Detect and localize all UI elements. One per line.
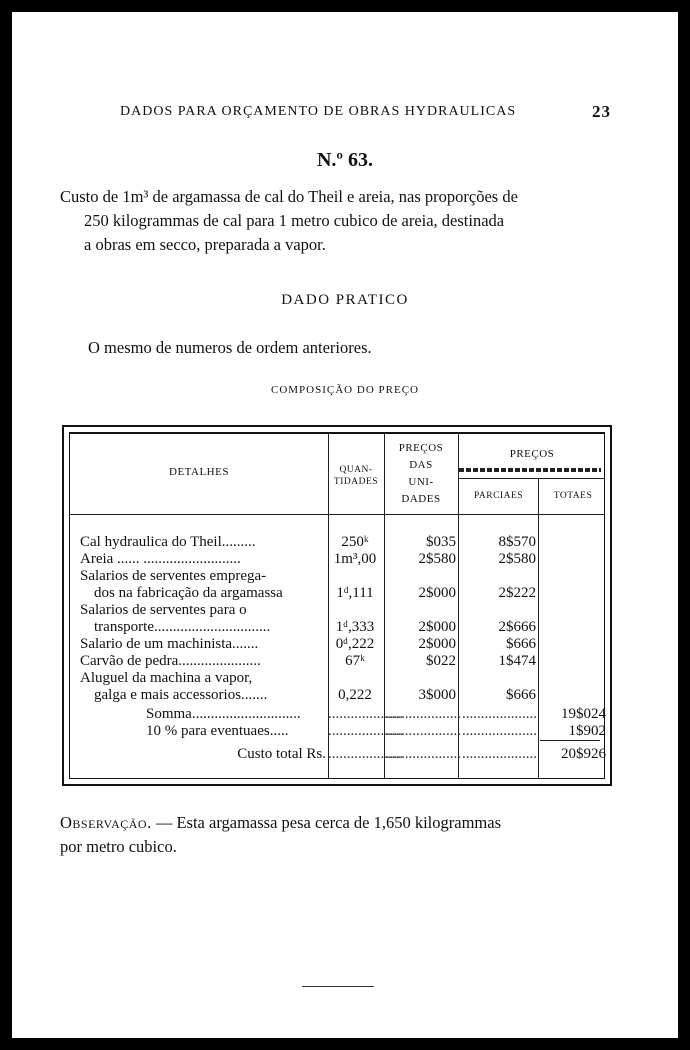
header-unit-3: UNI- [408, 476, 434, 488]
running-title: DADOS PARA ORÇAMENTO DE OBRAS HYDRAULICAS [120, 104, 517, 119]
dot-filler: .................... [386, 746, 461, 762]
summary-row [70, 746, 610, 763]
document-page [12, 12, 678, 1038]
row-description: Salario de um machinista....... [80, 636, 259, 652]
dot-filler: .................... [462, 706, 537, 722]
row-quantity: 250ᵏ [341, 534, 369, 550]
row-quantity: 1m³,00 [333, 551, 377, 567]
summary-row [70, 723, 610, 740]
row-unit-price: 2$580 [418, 551, 456, 567]
row-unit-price: 2$000 [418, 619, 456, 635]
row-quantity: 0,222 [338, 687, 372, 703]
header-unit-2: DAS [409, 459, 433, 471]
summary-total: 1$902 [568, 723, 606, 739]
intro-paragraph [60, 185, 620, 257]
summary-description: 10 % para eventuaes..... [146, 723, 289, 739]
dot-filler: .................... [328, 706, 403, 722]
header-totals: TOTAES [553, 491, 593, 501]
observation-text-1: — Esta argamassa pesa cerca de 1,650 kilogrammas [151, 813, 501, 832]
header-partial: PARCIAES [473, 491, 524, 501]
row-unit-price: 2$000 [418, 636, 456, 652]
dot-filler: .................... [462, 746, 537, 762]
intro-line-3: a obras em secco, preparada a vapor. [84, 235, 326, 254]
summary-total: 19$024 [561, 706, 606, 722]
header-qty-1: QUAN- [339, 465, 373, 475]
header-prices: PREÇOS [509, 448, 555, 460]
header-unit-4: DADES [401, 493, 441, 505]
footer-rule [302, 986, 374, 987]
row-description: transporte............................... [94, 619, 271, 635]
page-number: 23 [592, 102, 611, 121]
observation-line-1 [60, 811, 640, 835]
observation-paragraph [60, 811, 640, 859]
table-row [70, 568, 610, 585]
row-unit-price: 3$000 [418, 687, 456, 703]
prices-wavy-rule [459, 468, 601, 472]
summary-description: Somma............................. [146, 706, 301, 722]
intro-line-1: Custo de 1m³ de argamassa de cal do Theil e areia, nas proporções de [60, 187, 518, 206]
row-description: Aluguel da machina a vapor, [80, 670, 253, 686]
row-quantity: 67ᵏ [345, 653, 365, 669]
summary-row [70, 706, 610, 723]
row-unit-price: $035 [426, 534, 456, 550]
header-details: DETALHES [169, 466, 229, 478]
row-description: dos na fabricação da argamassa [94, 585, 283, 601]
summary-description: Custo total Rs. [237, 746, 326, 762]
total-rule [540, 740, 600, 741]
table-row [70, 687, 610, 704]
row-partial: $666 [506, 687, 536, 703]
row-description: Carvão de pedra...................... [80, 653, 261, 669]
dot-filler: .................... [386, 723, 461, 739]
row-unit-price: $022 [426, 653, 456, 669]
dot-filler: .................... [462, 723, 537, 739]
row-description: Salarios de serventes emprega- [80, 568, 267, 584]
composition-title: COMPOSIÇÃO DO PREÇO [271, 384, 419, 396]
dot-filler: .................... [386, 706, 461, 722]
prices-subheader-rule [459, 478, 604, 479]
row-partial: 1$474 [498, 653, 536, 669]
row-partial: 2$222 [498, 585, 536, 601]
table-row [70, 602, 610, 619]
table-row [70, 670, 610, 687]
observation-line-2: por metro cubico. [60, 837, 177, 856]
row-partial: $666 [506, 636, 536, 652]
row-description: Areia ...... .......................... [80, 551, 241, 567]
row-partial: 2$666 [498, 619, 536, 635]
observation-label: Observação. [60, 813, 152, 832]
table-row [70, 619, 610, 636]
header-rule [70, 514, 604, 515]
table-row [70, 653, 610, 670]
running-head [12, 104, 678, 124]
price-table [62, 425, 612, 786]
row-partial: 2$580 [498, 551, 536, 567]
row-partial: 8$570 [498, 534, 536, 550]
row-quantity: 1ᵈ,111 [336, 585, 374, 601]
price-table-inner [69, 432, 605, 779]
row-quantity: 0ᵈ,222 [335, 636, 375, 652]
row-description: Cal hydraulica do Theil......... [80, 534, 256, 550]
row-description: galga e mais accessorios....... [94, 687, 268, 703]
row-quantity: 1ᵈ,333 [335, 619, 375, 635]
section-title: DADO PRATICO [281, 292, 409, 308]
table-row [70, 585, 610, 602]
header-unit-1: PREÇOS [398, 442, 444, 454]
note-line: O mesmo de numeros de ordem anteriores. [88, 338, 372, 357]
table-row [70, 551, 610, 568]
row-description: Salarios de serventes para o [80, 602, 247, 618]
intro-line-2: 250 kilogrammas de cal para 1 metro cubico de areia, destinada [84, 211, 505, 230]
row-unit-price: 2$000 [418, 585, 456, 601]
item-number: N.º 63. [316, 149, 374, 171]
dot-filler: .................... [328, 746, 403, 762]
table-row [70, 636, 610, 653]
summary-total: 20$926 [561, 746, 606, 762]
header-qty-2: TIDADES [333, 477, 379, 487]
dot-filler: .................... [328, 723, 403, 739]
table-row [70, 534, 610, 551]
